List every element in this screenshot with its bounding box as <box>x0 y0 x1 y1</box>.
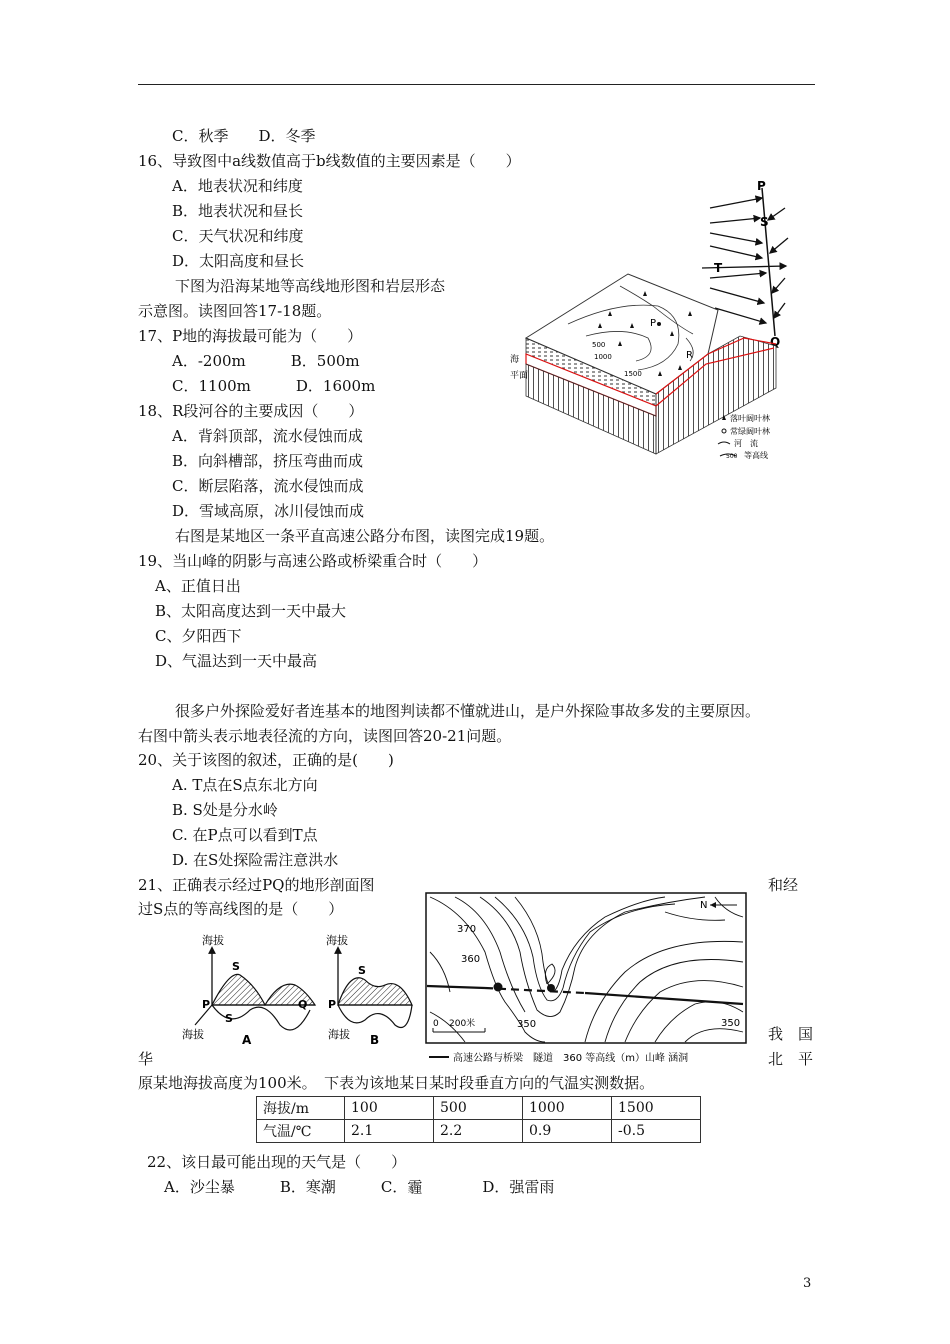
q20-option-d: D. 在S处探险需注意洪水 <box>172 851 339 869</box>
table-cell: 2.1 <box>345 1120 434 1143</box>
table-cell: 100 <box>345 1097 434 1120</box>
map-legend: 高速公路与桥梁 隧道 360 等高线（m）山峰 涵洞 <box>453 1053 689 1064</box>
q21-stem: 21、正确表示经过PQ的地形剖面图 <box>138 876 375 894</box>
q21-stem-right: 和经 <box>768 876 799 894</box>
terrain-block-diagram <box>508 266 808 466</box>
contour-label-350-a: 350 <box>517 1019 537 1030</box>
label-s-a2: S <box>225 1012 233 1025</box>
q20-option-b: B. S处是分水岭 <box>172 801 278 819</box>
q16-option-d: D．太阳高度和昼长 <box>172 252 305 270</box>
intro-20-21-cont: 右图中箭头表示地表径流的方向，读图回答20-21问题。 <box>138 727 512 745</box>
table-cell: 500 <box>434 1097 523 1120</box>
profile-figures <box>180 930 420 1050</box>
label-p-a: P <box>202 998 211 1011</box>
q18-option-c: C．断层陷落，流水侵蚀而成 <box>172 477 364 495</box>
q22-stem: 22、该日最可能出现的天气是（ ） <box>147 1153 407 1171</box>
table-cell: 0.9 <box>523 1120 612 1143</box>
axis-label-a: 海拔 <box>202 934 224 947</box>
table-cell: 1000 <box>523 1097 612 1120</box>
contour-label-360: 360 <box>461 954 481 965</box>
q20-option-a: A. T点在S点东北方向 <box>172 776 318 794</box>
panel-label-b: B <box>370 1033 380 1047</box>
legend-contour-value: 500 <box>726 453 738 460</box>
intro-22-cont: 原某地海拔高度为100米。 下表为该地某日某时段垂直方向的气温实测数据。 <box>138 1074 655 1092</box>
axis-label-b: 海拔 <box>326 934 348 947</box>
intro-17-18: 下图为沿海某地等高线地形图和岩层形态 <box>175 277 446 295</box>
q18-option-a: A．背斜顶部，流水侵蚀而成 <box>172 427 363 445</box>
highway-contour-map <box>425 892 747 1070</box>
temperature-table <box>256 1096 701 1143</box>
label-q-a: Q <box>298 998 308 1011</box>
point-label-p: P <box>650 318 657 329</box>
contour-label-1000: 1000 <box>594 353 612 361</box>
q18-stem: 18、R段河谷的主要成因（ ） <box>138 402 364 420</box>
north-label: N <box>700 900 708 911</box>
axis-label-b-bottom: 海拔 <box>328 1028 350 1041</box>
table-cell: 气温/℃ <box>257 1120 345 1143</box>
q19-stem: 19、当山峰的阴影与高速公路或桥梁重合时（ ） <box>138 552 488 570</box>
q18-option-b: B．向斜槽部，挤压弯曲而成 <box>172 452 364 470</box>
q21-stem-cont: 过S点的等高线图的是（ ） <box>138 900 344 918</box>
scale-label: 200米 <box>449 1019 476 1029</box>
table-cell: -0.5 <box>612 1120 701 1143</box>
q16-option-a: A．地表状况和纬度 <box>172 177 303 195</box>
axis-label-a-bottom: 海拔 <box>182 1028 204 1041</box>
table-cell: 2.2 <box>434 1120 523 1143</box>
q19-option-b: B、太阳高度达到一天中最大 <box>155 602 347 620</box>
page-number: 3 <box>803 1276 812 1291</box>
label-s-b: S <box>358 964 366 977</box>
q16-stem: 16、导致图中a线数值高于b线数值的主要因素是（ ） <box>138 152 521 170</box>
contour-label-370: 370 <box>457 924 477 935</box>
q20-option-c: C. 在P点可以看到T点 <box>172 826 318 844</box>
q17-options-ab: A．-200m B．500m <box>172 352 360 370</box>
contour-label-1500: 1500 <box>624 370 642 378</box>
legend-deciduous: 落叶阔叶林 <box>730 414 770 423</box>
panel-label-a: A <box>242 1033 252 1047</box>
intro-22-right-a: 我 国 <box>768 1025 814 1043</box>
intro-22-left: 华 <box>138 1050 154 1068</box>
q16-option-c: C．天气状况和纬度 <box>172 227 304 245</box>
table-row <box>257 1120 701 1143</box>
contour-label-500: 500 <box>592 341 606 349</box>
q18-option-d: D．雪域高原，冰川侵蚀而成 <box>172 502 365 520</box>
intro-22-right-b: 北 平 <box>768 1050 814 1068</box>
q15-options-cd: C．秋季 D．冬季 <box>172 127 316 145</box>
q19-option-c: C、夕阳西下 <box>155 627 242 645</box>
point-label-q: Q <box>770 335 781 348</box>
sea-label: 海 <box>510 355 520 365</box>
intro-19: 右图是某地区一条平直高速公路分布图，读图完成19题。 <box>175 527 555 545</box>
table-row <box>257 1097 701 1120</box>
point-label-s: S <box>760 215 769 229</box>
q16-option-b: B．地表状况和昼长 <box>172 202 304 220</box>
legend-river: 河 流 <box>734 439 758 448</box>
table-cell: 1500 <box>612 1097 701 1120</box>
label-p-b: P <box>328 998 337 1011</box>
legend-evergreen: 常绿阔叶林 <box>730 427 770 436</box>
point-label-r: R <box>686 350 693 361</box>
table-cell: 海拔/m <box>257 1097 345 1120</box>
point-label-p: P <box>757 179 766 193</box>
point-label-t: T <box>714 261 723 275</box>
sea-level-label: 平面 <box>510 371 529 381</box>
q19-option-a: A、正值日出 <box>155 577 241 595</box>
intro-17-18-cont: 示意图。读图回答17-18题。 <box>138 302 332 320</box>
q17-options-cd: C．1100m D．1600m <box>172 377 376 395</box>
intro-20-21: 很多户外探险爱好者连基本的地图判读都不懂就进山，是户外探险事故多发的主要原因。 <box>175 702 761 720</box>
label-s-a: S <box>232 960 240 973</box>
scale-zero: 0 <box>433 1019 439 1029</box>
header-rule <box>138 84 815 85</box>
contour-label-350-b: 350 <box>721 1018 741 1029</box>
legend-contour: 等高线 <box>744 451 768 460</box>
q22-options: A．沙尘暴 B．寒潮 C．霾 D．强雷雨 <box>164 1178 555 1196</box>
q19-option-d: D、气温达到一天中最高 <box>155 652 318 670</box>
q20-stem: 20、关于该图的叙述，正确的是( ) <box>138 751 394 769</box>
q17-stem: 17、P地的海拔最可能为（ ） <box>138 327 363 345</box>
